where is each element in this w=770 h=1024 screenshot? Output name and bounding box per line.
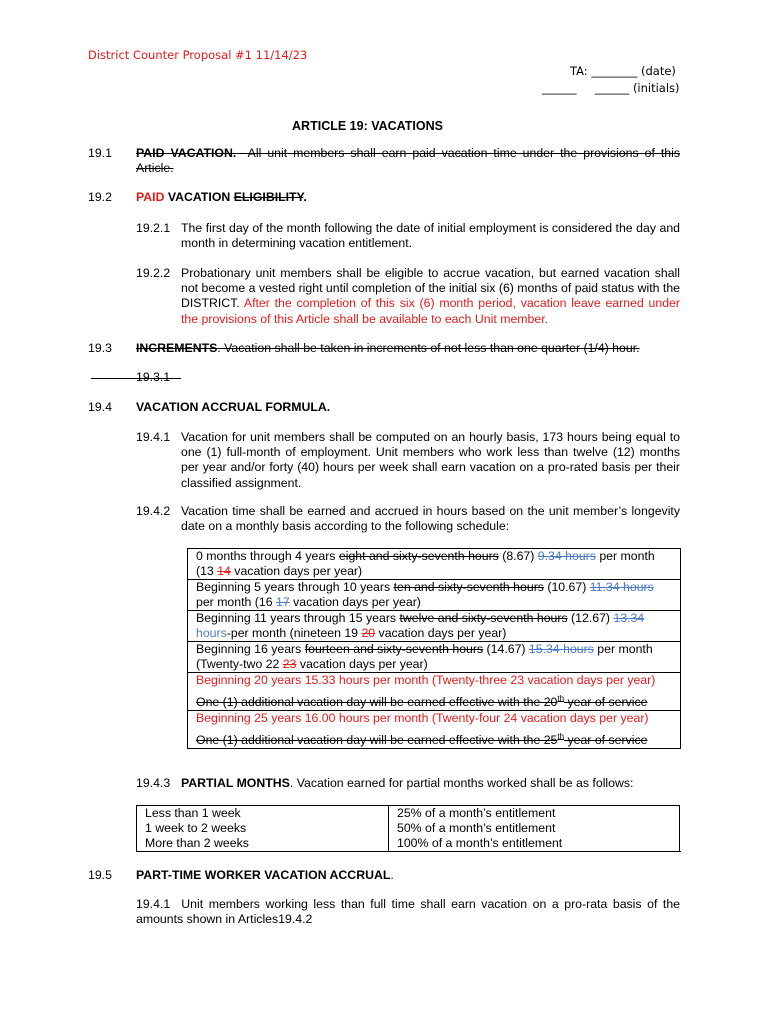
section-number: 19.5 [88, 868, 112, 882]
struck-note: One (1) additional vacation day will be earned effective with the 20th year of service [196, 693, 648, 709]
subsection-number: 19.2.1 [136, 221, 171, 235]
subsection-number: 19.4.3 [136, 776, 171, 790]
struck-note: One (1) additional vacation day will be earned effective with the 25th year of service [196, 731, 648, 747]
section-19-2-heading: PAID VACATION ELIGIBILITY. [136, 190, 307, 204]
section-19-4-heading: VACATION ACCRUAL FORMULA. [136, 400, 331, 414]
section-19-4-1-text: Vacation for unit members shall be computed on an hourly basis, 173 hours being equal to one (1) full-month of employment. Unit members who work less than twelve (12) months per year and/or forty (40) hours per week shall earn vacation on a pro-rated basis per their classified assignment. [181, 430, 680, 490]
table-row [188, 549, 681, 580]
subsection-number: 19.2.2 [136, 266, 171, 280]
article-title: ARTICLE 19: VACATIONS [292, 119, 443, 133]
section-19-1-text: PAID VACATION. All unit members shall earn paid vacation time under the provisions of this Article. [136, 146, 681, 176]
table-row [137, 806, 680, 852]
table-cell: Beginning 25 years 16.00 hours per month (Twenty-four 24 vacation days per year) One (1) additional vacation day will be earned effective with the 25th year of service [188, 711, 681, 749]
section-19-3-text: INCREMENTS. Vacation shall be taken in increments of not less than one quarter (1/4) hour. [136, 341, 640, 355]
table-row [188, 673, 681, 711]
proposal-header: District Counter Proposal #1 11/14/23 [88, 48, 308, 62]
section-19-4-2-text: Vacation time shall be earned and accrued in hours based on the unit member’s longevity date on a monthly basis according to the following schedule: [181, 504, 680, 534]
section-19-4-3-text: PARTIAL MONTHS. Vacation earned for partial months worked shall be as follows: [181, 776, 634, 790]
section-19-5-1-text: 19.4.1 Unit members working less than full time shall earn vacation on a pro-rata basis of the amounts shown in Articles19.4.2 [136, 897, 680, 927]
subsection-number: 19.4.2 [136, 504, 171, 518]
subsection-number: 19.3.1 [136, 370, 171, 384]
table-row [188, 642, 681, 673]
table-row [188, 611, 681, 642]
section-number: 19.4 [88, 400, 112, 414]
table-bottom-rule [136, 851, 681, 852]
ta-date-line: TA: ________ (date) [570, 64, 676, 78]
table-cell: Beginning 16 years fourteen and sixty-seventh hours (14.67) 15.34 hours per month (Twenty-two 22 23 vacation days per year) [188, 642, 681, 673]
accrual-schedule-table [187, 548, 681, 749]
section-number: 19.2 [88, 190, 112, 204]
table-cell: Beginning 11 years through 15 years twelve and sixty-seventh hours (12.67) 13.34 hours-per month (nineteen 19 20 vacation days per year) [188, 611, 681, 642]
table-row [188, 711, 681, 749]
table-row [188, 580, 681, 611]
table-cell: Beginning 5 years through 10 years ten and sixty-seventh hours (10.67) 11.34 hours per month (16 17 vacation days per year) [188, 580, 681, 611]
section-19-2-2-text: Probationary unit members shall be eligible to accrue vacation, but earned vacation shall not become a vested right until completion of the initial six (6) months of paid status with the DISTRICT. After the completion of this six (6) month period, vacation leave earned under the provisions of this Article shall be available to each Unit member. [181, 266, 680, 326]
subsection-number: 19.4.1 [136, 430, 171, 444]
table-cell: Less than 1 week 1 week to 2 weeks More than 2 weeks [137, 806, 389, 852]
partial-months-table [136, 805, 680, 852]
initials-line: ______ ______ (initials) [542, 81, 680, 95]
section-19-5-heading: PART-TIME WORKER VACATION ACCRUAL. [136, 868, 394, 882]
table-cell: Beginning 20 years 15.33 hours per month (Twenty-three 23 vacation days per year) One (1) additional vacation day will be earned effective with the 20th year of service [188, 673, 681, 711]
section-19-2-1-text: The first day of the month following the date of initial employment is considered the day and month in determining vacation entitlement. [181, 221, 680, 251]
table-cell: 25% of a month’s entitlement 50% of a month’s entitlement 100% of a month’s entitlement [389, 806, 680, 852]
section-number: 19.3 [88, 341, 112, 355]
table-cell: 0 months through 4 years eight and sixty-seventh hours (8.67) 9.34 hours per month (13 14 vacation days per year) [188, 549, 681, 580]
section-number: 19.1 [88, 146, 112, 160]
